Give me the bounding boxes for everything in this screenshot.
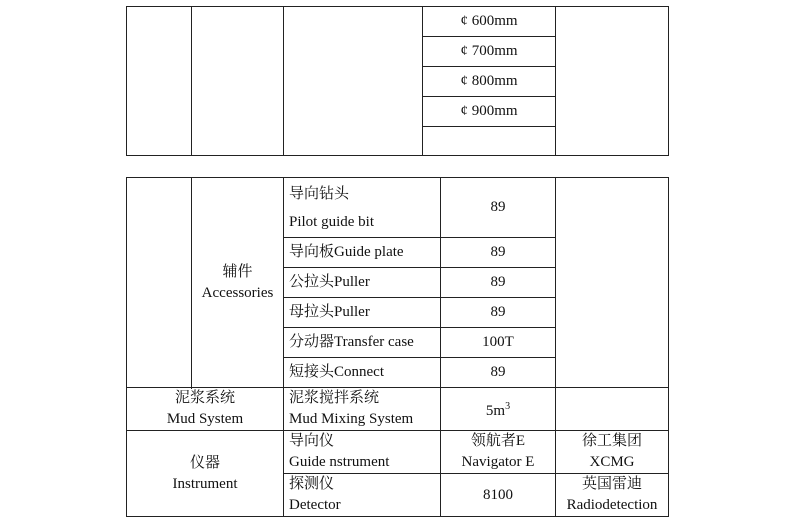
specs-table-bottom — [126, 177, 669, 517]
instrument-item — [284, 474, 441, 517]
mud-system-label-cn: 泥浆系统 — [174, 390, 235, 406]
diameter-cell: ¢ 700mm — [423, 37, 556, 67]
instrument-item-cn: 导向仪 — [289, 433, 335, 449]
instrument-brand — [556, 474, 669, 517]
accessories-label-cn: 辅件 — [222, 263, 253, 280]
instrument-label-cn: 仪器 — [189, 454, 220, 471]
item-value: 89 — [441, 238, 556, 268]
item-value: 89 — [441, 268, 556, 298]
empty-cell — [192, 7, 284, 156]
item-name-cn: 导向钻头 — [289, 185, 350, 202]
mud-value-text: 5m — [485, 403, 506, 419]
instrument-item-en: Guide nstrument — [289, 454, 390, 470]
item-name: 短接头Connect — [284, 358, 441, 388]
diameter-cell: ¢ 600mm — [423, 7, 556, 37]
instrument-label — [127, 431, 284, 517]
instrument-brand — [556, 431, 669, 474]
diameter-cell — [423, 127, 556, 156]
instrument-value — [441, 431, 556, 474]
instrument-item — [284, 431, 441, 474]
empty-cell — [556, 388, 669, 431]
item-name: 分动器Transfer case — [284, 328, 441, 358]
item-value: 89 — [441, 358, 556, 388]
empty-cell — [556, 7, 669, 156]
item-name — [284, 178, 441, 238]
item-value: 89 — [441, 298, 556, 328]
accessories-label — [192, 178, 284, 388]
diameter-cell: ¢ 900mm — [423, 97, 556, 127]
instrument-value-en: Navigator E — [461, 454, 535, 470]
empty-cell — [556, 178, 669, 388]
instrument-value-cn: 领航者E — [470, 433, 526, 449]
item-name: 导向板Guide plate — [284, 238, 441, 268]
item-name: 公拉头Puller — [284, 268, 441, 298]
instrument-brand-en: XCMG — [589, 454, 635, 470]
instrument-brand-cn: 英国雷迪 — [581, 476, 642, 492]
diameter-cell: ¢ 800mm — [423, 67, 556, 97]
instrument-label-en: Instrument — [172, 475, 238, 492]
instrument-value: 8100 — [441, 474, 556, 517]
accessories-label-en: Accessories — [201, 284, 274, 301]
specs-table-top — [126, 6, 669, 156]
instrument-brand-cn: 徐工集团 — [581, 433, 642, 449]
empty-cell — [284, 7, 423, 156]
instrument-item-en: Detector — [289, 497, 341, 513]
mud-item-en: Mud Mixing System — [289, 411, 414, 427]
instrument-brand-en: Radiodetection — [566, 497, 658, 513]
empty-cell — [127, 7, 192, 156]
mud-item — [284, 388, 441, 431]
mud-system-label-en: Mud System — [166, 411, 244, 427]
empty-cell — [127, 178, 192, 388]
mud-system-label — [127, 388, 284, 431]
mud-value-sup: 3 — [505, 401, 511, 412]
instrument-item-cn: 探测仪 — [289, 476, 335, 492]
item-name-en: Pilot guide bit — [289, 213, 375, 230]
item-name: 母拉头Puller — [284, 298, 441, 328]
item-value: 89 — [441, 178, 556, 238]
item-value: 100T — [441, 328, 556, 358]
mud-value — [441, 388, 556, 431]
mud-item-cn: 泥浆搅拌系统 — [289, 390, 380, 406]
